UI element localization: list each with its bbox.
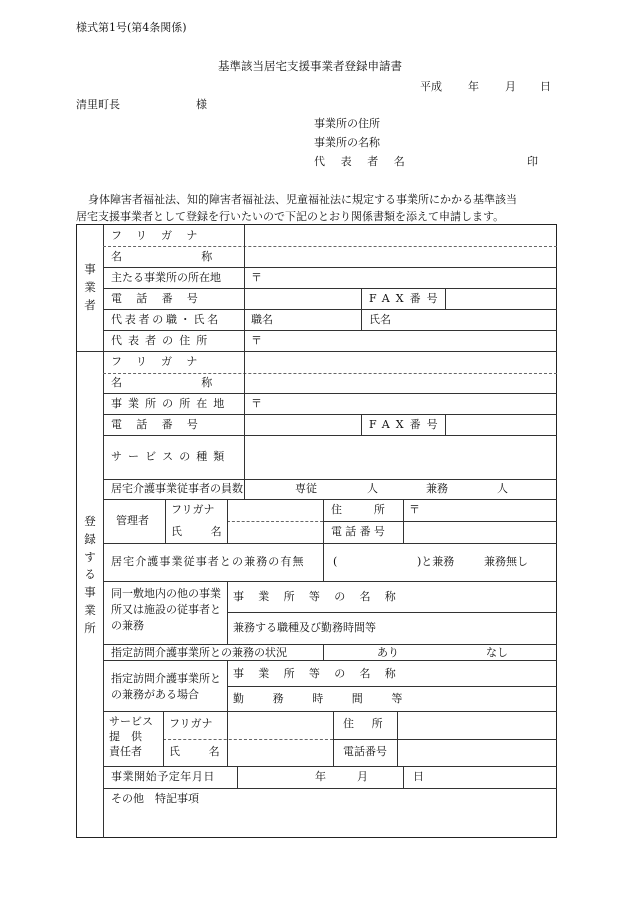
staff-count-label: 居宅介護事業従事者の員数 xyxy=(111,482,243,495)
parttime-label: 兼務 xyxy=(426,482,448,495)
manager-label: 管理者 xyxy=(116,514,149,527)
visit-status-label: 指定訪問介護事業所との兼務の状況 xyxy=(111,646,287,659)
visit-case-label: 指定訪問介護事業所との兼務がある場合 xyxy=(111,672,221,701)
addressee-name: 清里町長 xyxy=(76,98,120,111)
provider-name-label: 氏 名 xyxy=(169,745,229,758)
parttime-unit: 人 xyxy=(497,482,508,495)
visit-no-label: なし xyxy=(486,646,508,659)
operator-main-address-label: 主たる事業所の所在地 xyxy=(111,271,221,284)
provider-label-1: サービス xyxy=(109,715,153,728)
start-year: 年 xyxy=(315,770,326,783)
facility-address-label: 事業所の所在地 xyxy=(111,397,231,410)
manager-furigana-label: フリガナ xyxy=(171,503,215,516)
provider-phone-label: 電話番号 xyxy=(343,745,387,758)
operator-phone-label: 電話番号 xyxy=(111,292,213,305)
applicant-address-label: 事業所の住所 xyxy=(314,117,380,130)
operator-section-label: 事業者 xyxy=(84,262,96,312)
operator-postal-mark: 〒 xyxy=(251,271,262,284)
facility-fax-label: FAX番号 xyxy=(369,418,444,431)
operator-furigana-label: フリガナ xyxy=(111,229,212,242)
concurrent-with-label: )と兼務 xyxy=(417,555,455,568)
intro-text-2: 居宅支援事業者として登録を行いたいので下記のとおり関係書類を添えて申請します。 xyxy=(76,210,505,223)
date-year: 年 xyxy=(468,80,479,93)
facility-postal-mark: 〒 xyxy=(251,397,262,410)
date-era: 平成 xyxy=(420,80,442,93)
addressee-honorific: 様 xyxy=(196,98,207,111)
applicant-representative-label: 代 表 者 名 xyxy=(314,155,411,168)
start-month: 月 xyxy=(357,770,368,783)
form-title: 基準該当居宅支援事業者登録申請書 xyxy=(218,59,402,73)
fulltime-label: 専従 xyxy=(295,482,317,495)
fulltime-unit: 人 xyxy=(367,482,378,495)
start-day: 日 xyxy=(413,770,424,783)
operator-rep-address-label: 代表者の住所 xyxy=(111,334,214,347)
service-type-label: サービスの種類 xyxy=(111,450,231,463)
seal-mark: 印 xyxy=(527,155,538,168)
operator-rep-title: 職名 xyxy=(251,313,273,326)
operator-rep-postal-mark: 〒 xyxy=(251,334,262,347)
visit-yes-label: あり xyxy=(377,646,399,659)
manager-address-label: 住 所 xyxy=(331,503,389,516)
intro-text-1: 身体障害者福祉法、知的障害者福祉法、児童福祉法に規定する事業所にかかる基準該当 xyxy=(88,193,517,206)
provider-label-2: 提 供 xyxy=(109,730,142,743)
visit-hours-label: 勤務時間等 xyxy=(233,692,431,705)
concurrent-paren-open: ( xyxy=(333,555,338,568)
provider-label-3: 責任者 xyxy=(109,745,142,758)
operator-name-label: 名称 xyxy=(111,250,292,263)
visit-facility-name-label: 事業所等の名称 xyxy=(233,667,411,680)
facility-furigana-label: フリガナ xyxy=(111,355,212,368)
provider-furigana-label: フリガナ xyxy=(169,717,213,730)
start-date-label: 事業開始予定年月日 xyxy=(111,770,215,783)
facility-section-label: 登録する事業所 xyxy=(84,514,96,635)
concurrent-none-label: 兼務無し xyxy=(484,555,528,568)
manager-postal-mark: 〒 xyxy=(409,503,420,516)
applicant-name-label: 事業所の名称 xyxy=(314,136,380,149)
form-number: 様式第1号(第4条関係) xyxy=(76,21,187,34)
operator-rep-name: 氏名 xyxy=(369,313,391,326)
manager-phone-label: 電話番号 xyxy=(331,525,389,538)
operator-rep-title-name-label: 代表者の職・氏名 xyxy=(111,313,221,326)
other-notes-label: その他 特記事項 xyxy=(111,792,199,805)
facility-name-label: 名称 xyxy=(111,376,292,389)
concurrent-question-label: 居宅介護事業従事者との兼務の有無 xyxy=(111,555,305,568)
facility-phone-label: 電話番号 xyxy=(111,418,213,431)
date-day: 日 xyxy=(540,80,551,93)
other-facility-job-label: 兼務する職種及び勤務時間等 xyxy=(233,621,376,634)
provider-address-label: 住 所 xyxy=(343,717,386,730)
manager-name-label: 氏 名 xyxy=(171,525,231,538)
operator-fax-label: FAX番号 xyxy=(369,292,444,305)
other-facility-name-label: 事業所等の名称 xyxy=(233,590,411,603)
other-facility-question-label: 同一敷地内の他の事業所又は施設の従事者との兼務 xyxy=(111,587,221,632)
date-month: 月 xyxy=(505,80,516,93)
application-form-table xyxy=(76,224,557,838)
